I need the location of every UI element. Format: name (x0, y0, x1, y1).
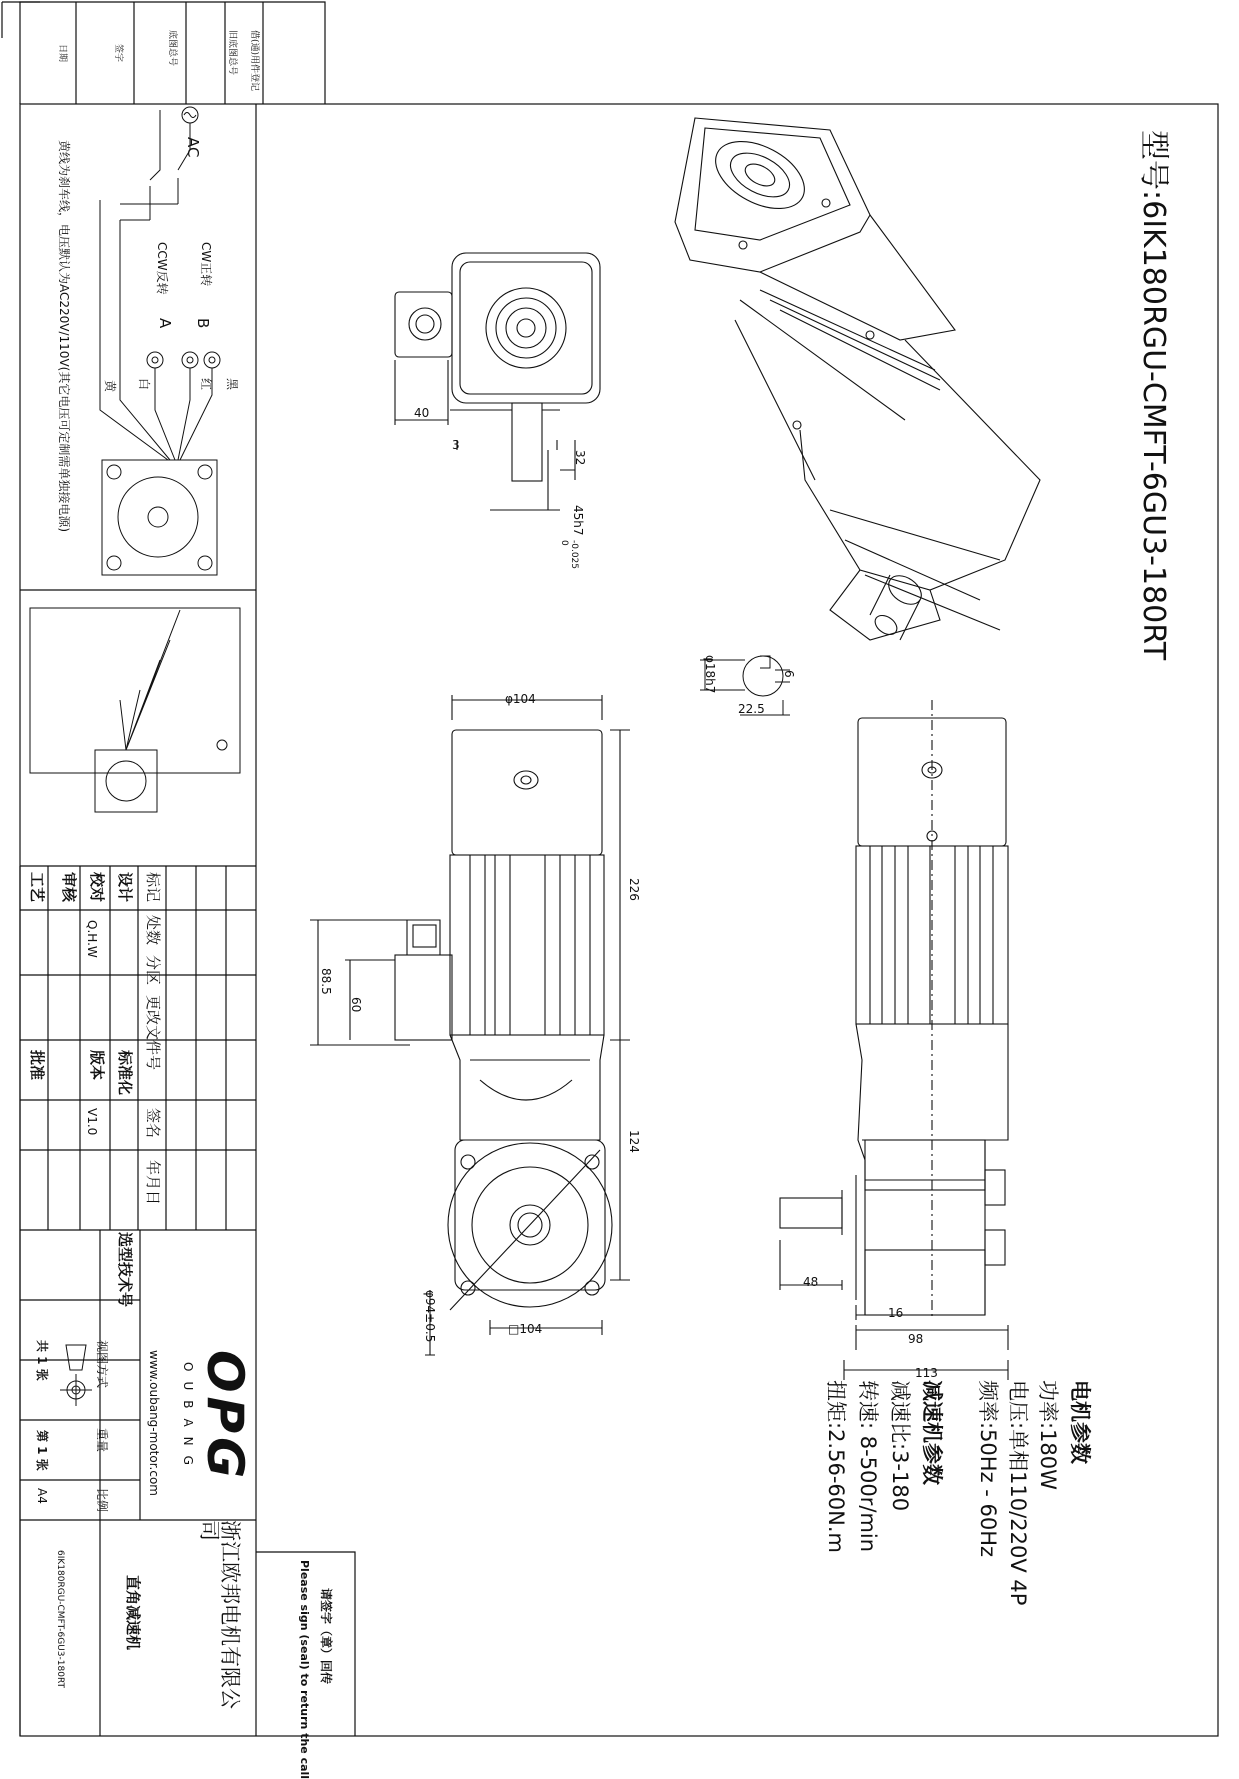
dim-40: 40 (414, 406, 430, 420)
wiring-a: A (156, 318, 174, 329)
dim-sq104: □104 (508, 1322, 543, 1336)
motor-params (1060, 1380, 1090, 1464)
reducer-ratio: 减速比:3-180 (888, 1380, 912, 1512)
dim-22-5: 22.5 (738, 702, 765, 716)
tb-sign: 签名 (144, 1108, 162, 1139)
return-cn: 请签字（章）回传 (319, 1588, 333, 1685)
drawing-number: 6IK180RGU-CMFT-6GU3-180RT (55, 1550, 65, 1689)
dim-226: 226 (627, 878, 641, 901)
wiring-black: 黑 (225, 378, 239, 391)
company-logo: OPG (196, 1350, 254, 1483)
wiring-white: 白 (137, 378, 151, 391)
tb-scale: 比例 (95, 1488, 109, 1513)
wiring-b: B (194, 318, 212, 329)
reducer-params-heading: 减速机参数 (920, 1380, 944, 1485)
company-logo-sub: OUBANG (181, 1362, 195, 1475)
tb-change: 更改文件号 (144, 995, 162, 1071)
wiring-note: 黄线为刹车线，电压默认为AC220V/110V(其它电压可定制需单独接电源) (57, 140, 71, 533)
company-website: www.oubang-motor.com (147, 1350, 161, 1496)
tb-qty: 处数 (144, 915, 162, 946)
motor-power: 功率:180W (1036, 1380, 1060, 1490)
tb-sheets-total: 共 1 张 (35, 1340, 49, 1381)
tb-selection: 选型技术号 (116, 1232, 134, 1308)
dim-tol-025: -0.025 (569, 540, 579, 570)
return-en: Please sign (seal) to return the call (298, 1560, 311, 1779)
tb-designer: Q.H.W (85, 920, 99, 958)
wiring-ac: AC (184, 137, 202, 158)
company-name: 浙江欧邦电机有限公司 (197, 1520, 242, 1709)
tb-date: 年月日 (144, 1160, 162, 1206)
model-title: 型号:6IK180RGU-CMFT-6GU3-180RT (1136, 130, 1171, 661)
wiring-cw: CW正转 (199, 242, 213, 287)
tb-check: 校对 (88, 872, 106, 903)
tb-version: V1.0 (85, 1108, 99, 1136)
dim-48: 48 (803, 1275, 819, 1289)
tb-zone: 分区 (144, 955, 162, 986)
tb-process: 工艺 (28, 872, 46, 903)
tb-version-label: 版本 (88, 1050, 106, 1081)
tb-design: 设计 (116, 872, 134, 903)
dim-32: 32 (573, 450, 587, 466)
margin-ledger: 借(通)用件登记 (249, 30, 259, 92)
motor-frequency: 频率:50Hz - 60Hz (976, 1380, 1000, 1558)
tb-paper: A4 (35, 1488, 49, 1504)
tb-sheet-no: 第 1 张 (35, 1430, 49, 1471)
tb-projection: 视图方式 (95, 1340, 109, 1389)
tb-mark: 标记 (144, 872, 162, 903)
margin-signature: 签字 (113, 44, 123, 63)
margin-base-no: 底图总号 (167, 30, 177, 67)
margin-date: 日期 (57, 44, 67, 63)
tb-approve: 批准 (28, 1050, 46, 1081)
wiring-red: 红 (199, 378, 213, 391)
dim-113: 113 (915, 1366, 938, 1380)
reducer-speed: 转速: 8-500r/min (856, 1380, 880, 1553)
wiring-yellow: 黄 (103, 380, 117, 393)
reducer-torque: 扭矩:2.56-60N.m (824, 1380, 848, 1553)
tb-review: 审核 (60, 872, 78, 903)
dim-16: 16 (888, 1306, 904, 1320)
dim-d94: φ94±0.5 (423, 1290, 437, 1343)
dim-45h7: 45h7 (571, 505, 585, 536)
tb-weight: 重量 (95, 1428, 109, 1453)
outer-border (20, 104, 1218, 1736)
dim-d104: φ104 (505, 692, 536, 706)
motor-voltage: 电压:单相110/220V 4P (1006, 1380, 1030, 1606)
dim-98: 98 (908, 1332, 924, 1346)
product-name: 直角减速机 (124, 1575, 142, 1651)
dim-88-5: 88.5 (319, 968, 333, 995)
wiring-ccw: CCW反转 (155, 242, 169, 295)
dim-key-6: 6 (782, 670, 796, 678)
dim-3: 3 (452, 438, 460, 452)
motor-params-heading: 电机参数 (1068, 1380, 1092, 1464)
tb-standard: 标准化 (116, 1050, 134, 1096)
dim-tol-0: 0 (559, 540, 569, 546)
dim-d18h7: φ18h7 (703, 655, 717, 694)
dim-124: 124 (627, 1130, 641, 1153)
dim-60: 60 (349, 997, 363, 1013)
margin-old-no: 旧底图总号 (227, 30, 237, 76)
